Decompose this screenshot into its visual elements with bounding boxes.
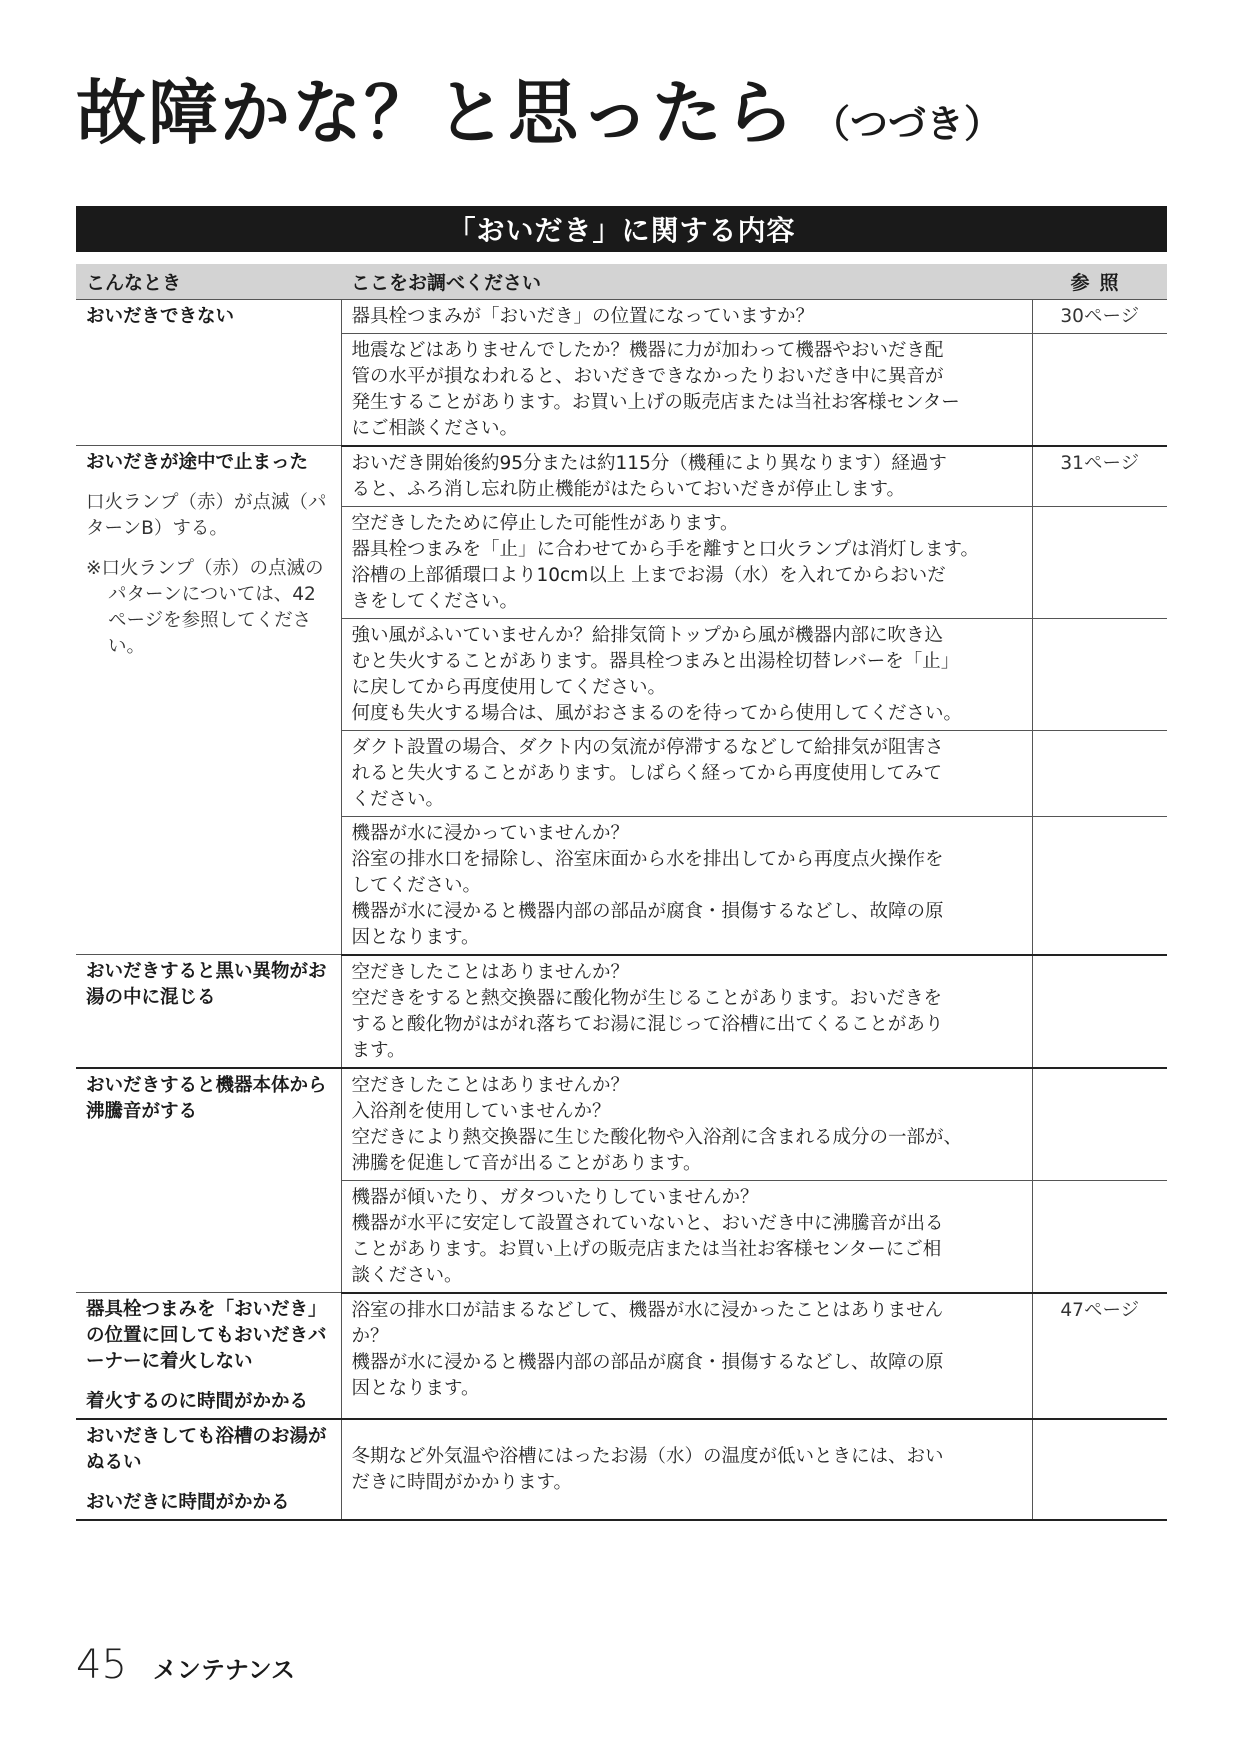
- troubleshooting-table: [76, 264, 1167, 1521]
- ref-cell: 30ページ: [1032, 299, 1167, 333]
- table-row: [76, 955, 1167, 1068]
- cause-cell: 機器が水に浸かっていませんか？ 浴室の排水口を掃除し、浴室床面から水を排出してから再度点火操作を してください。 機器が水に浸かると機器内部の部品が腐食・損傷するなどし、故障の原 因となります。: [341, 816, 1032, 955]
- column-header-check: ここをお調べください: [341, 264, 1032, 299]
- page-footer: [76, 1642, 295, 1688]
- table-row: [76, 299, 1167, 333]
- table-header-row: [76, 264, 1167, 299]
- symptom-text: おいだきできない: [86, 305, 235, 327]
- symptom-subtext: 口火ランプ（赤）が点滅（パターンB）する。: [86, 492, 327, 539]
- table-row: [76, 1293, 1167, 1420]
- table-row: [76, 1068, 1167, 1181]
- ref-cell: [1032, 506, 1167, 618]
- footer-section-label: メンテナンス: [152, 1656, 295, 1684]
- symptom-text: おいだきすると機器本体から沸騰音がする: [86, 1074, 327, 1122]
- cause-cell: 強い風がふいていませんか？給排気筒トップから風が機器内部に吹き込 むと失火することがあります。器具栓つまみと出湯栓切替レバーを「止」 に戻してから再度使用してください。 何度も失火する場合は、風がおさまるのを待ってから使用してください。: [341, 618, 1032, 730]
- table-row: [76, 1419, 1167, 1520]
- symptom-text: 着火するのに時間がかかる: [86, 1391, 309, 1412]
- cause-cell: 地震などはありませんでしたか？機器に力が加わって機器やおいだき配 管の水平が損なわれると、おいだきできなかったりおいだき中に異音が 発生することがあります。お買い上げの販売店または当社お客様センター にご相談ください。: [341, 333, 1032, 446]
- symptom-cell: [76, 299, 341, 446]
- cause-cell: 機器が傾いたり、ガタついたりしていませんか？ 機器が水平に安定して設置されていないと、おいだき中に沸騰音が出る ことがあります。お買い上げの販売店または当社お客様センターにご相 談ください。: [341, 1180, 1032, 1293]
- cause-cell: 空だきしたことはありませんか？ 空だきをすると熱交換器に酸化物が生じることがあります。おいだきを すると酸化物がはがれ落ちてお湯に混じって浴槽に出てくることがあり ます。: [341, 955, 1032, 1068]
- symptom-cell: [76, 1419, 341, 1520]
- ref-cell: [1032, 333, 1167, 446]
- ref-cell: [1032, 1068, 1167, 1181]
- page-title-main: 故障かな？と思ったら: [76, 72, 796, 154]
- symptom-cell: [76, 1293, 341, 1420]
- ref-cell: 47ページ: [1032, 1293, 1167, 1420]
- ref-cell: [1032, 730, 1167, 816]
- cause-cell: 空だきしたことはありませんか？ 入浴剤を使用していませんか？ 空だきにより熱交換器に生じた酸化物や入浴剤に含まれる成分の一部が、 沸騰を促進して音が出ることがあります。: [341, 1068, 1032, 1181]
- symptom-text: おいだきしても浴槽のお湯がぬるい: [86, 1426, 327, 1473]
- symptom-text: おいだきに時間がかかる: [86, 1492, 290, 1513]
- symptom-text: おいだきすると黒い異物がお湯の中に混じる: [86, 961, 327, 1008]
- ref-cell: 31ページ: [1032, 446, 1167, 507]
- page-title: [76, 72, 1003, 154]
- column-header-ref: 参照: [1032, 264, 1167, 299]
- ref-cell: [1032, 1419, 1167, 1520]
- page-number: 45: [76, 1642, 127, 1688]
- cause-cell: 浴室の排水口が詰まるなどして、機器が水に浸かったことはありません か？ 機器が水に浸かると機器内部の部品が腐食・損傷するなどし、故障の原 因となります。: [341, 1293, 1032, 1420]
- symptom-cell: [76, 446, 341, 955]
- cause-cell: おいだき開始後約95分または約115分（機種により異なります）経過す ると、ふろ消し忘れ防止機能がはたらいておいだきが停止します。: [341, 446, 1032, 507]
- symptom-cell: [76, 955, 341, 1068]
- symptom-note: ※口火ランプ（赤）の点滅のパターンについては、42ページを参照してください。: [86, 558, 324, 657]
- ref-cell: [1032, 618, 1167, 730]
- ref-cell: [1032, 816, 1167, 955]
- cause-cell: ダクト設置の場合、ダクト内の気流が停滞するなどして給排気が阻害さ れると失火することがあります。しばらく経ってから再度使用してみて ください。: [341, 730, 1032, 816]
- ref-cell: [1032, 1180, 1167, 1293]
- symptom-cell: [76, 1068, 341, 1293]
- column-header-symptom: こんなとき: [76, 264, 341, 299]
- section-header: 「おいだき」に関する内容: [76, 206, 1167, 252]
- page-title-sub: （つづき）: [812, 102, 1003, 146]
- cause-cell: 空だきしたために停止した可能性があります。 器具栓つまみを「止」に合わせてから手を離すと口火ランプは消灯します。 浴槽の上部循環口より10cm以上 上までお湯（水）を入れてからおいだ きをしてください。: [341, 506, 1032, 618]
- symptom-text: 器具栓つまみを「おいだき」の位置に回してもおいだきバーナーに着火しない: [86, 1299, 327, 1372]
- cause-cell: 器具栓つまみが「おいだき」の位置になっていますか？: [341, 299, 1032, 333]
- ref-cell: [1032, 955, 1167, 1068]
- cause-cell: 冬期など外気温や浴槽にはったお湯（水）の温度が低いときには、おい だきに時間がかかります。: [341, 1419, 1032, 1520]
- symptom-text: おいだきが途中で止まった: [86, 452, 309, 473]
- table-row: [76, 446, 1167, 507]
